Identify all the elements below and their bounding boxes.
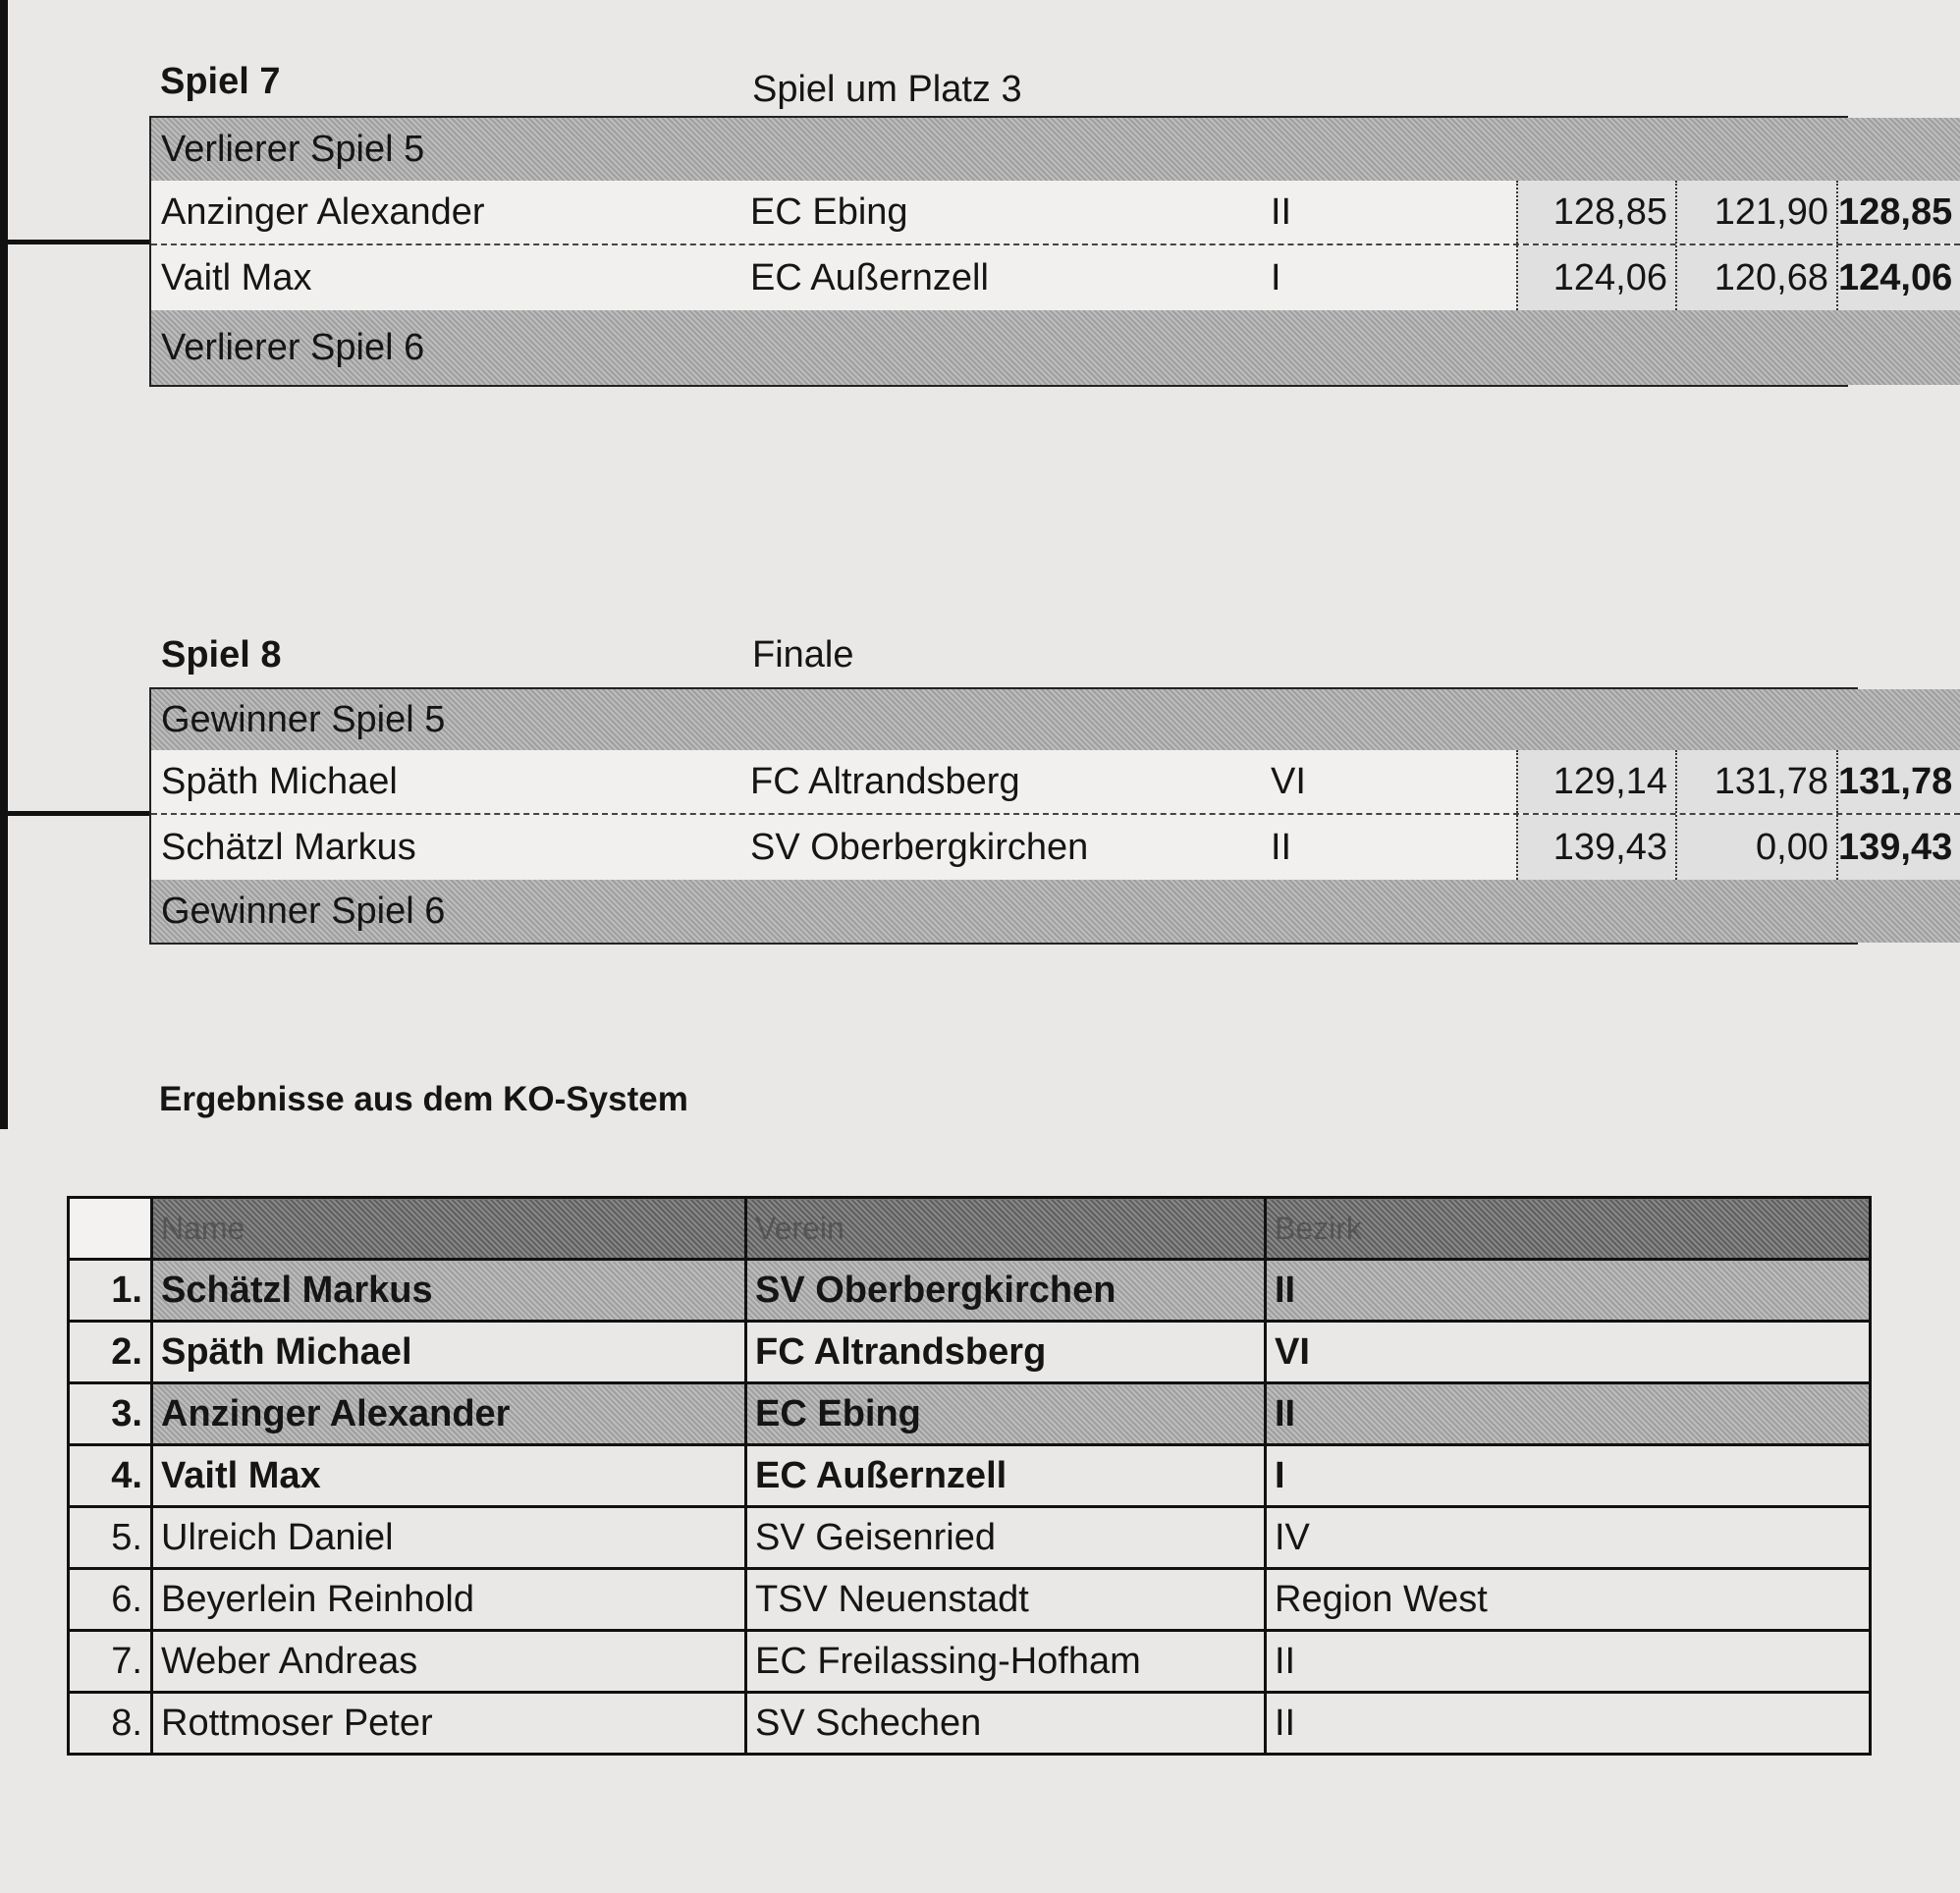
name-cell: Vaitl Max <box>152 1445 746 1507</box>
name-cell: Schätzl Markus <box>152 1260 746 1322</box>
col-header-name: Name <box>152 1198 746 1260</box>
club-cell: SV Schechen <box>746 1693 1266 1755</box>
player-district: I <box>1271 256 1281 298</box>
player-score2: 120,68 <box>1677 245 1838 310</box>
spiel7-title: Spiel 7 <box>160 61 281 102</box>
rank-cell: 2. <box>69 1322 152 1383</box>
player-club: EC Außernzell <box>750 256 989 298</box>
district-cell: IV <box>1266 1507 1871 1569</box>
player-best: 131,78 <box>1838 750 1960 813</box>
rank-cell: 7. <box>69 1631 152 1693</box>
spiel7-top-label: Verlierer Spiel 5 <box>161 128 425 170</box>
rank-cell: 3. <box>69 1383 152 1445</box>
rank-cell: 6. <box>69 1569 152 1631</box>
name-cell: Ulreich Daniel <box>152 1507 746 1569</box>
results-header-row <box>69 1198 1871 1260</box>
spiel8-top-label: Gewinner Spiel 5 <box>161 698 446 740</box>
name-cell: Rottmoser Peter <box>152 1693 746 1755</box>
spiel8-subtitle: Finale <box>752 634 854 676</box>
spiel7-match-box <box>149 116 1953 387</box>
spiel7-bottom-label: Verlierer Spiel 6 <box>161 326 425 368</box>
district-cell: VI <box>1266 1322 1871 1383</box>
club-cell: EC Ebing <box>746 1383 1266 1445</box>
spiel8-title: Spiel 8 <box>161 634 282 676</box>
player-club: SV Oberbergkirchen <box>750 826 1089 868</box>
name-cell: Späth Michael <box>152 1322 746 1383</box>
table-row <box>69 1631 1871 1693</box>
player-name: Späth Michael <box>161 760 398 802</box>
rank-cell: 4. <box>69 1445 152 1507</box>
table-row <box>69 1383 1871 1445</box>
table-row <box>69 1693 1871 1755</box>
club-cell: TSV Neuenstadt <box>746 1569 1266 1631</box>
spiel7-player-row <box>151 245 1960 310</box>
district-cell: I <box>1266 1445 1871 1507</box>
district-cell: II <box>1266 1383 1871 1445</box>
spiel7-top-bar <box>151 118 1960 181</box>
district-cell: Region West <box>1266 1569 1871 1631</box>
col-header-club: Verein <box>746 1198 1266 1260</box>
spiel8-bottom-bar <box>151 880 1960 943</box>
name-cell: Beyerlein Reinhold <box>152 1569 746 1631</box>
district-cell: II <box>1266 1260 1871 1322</box>
rank-cell: 8. <box>69 1693 152 1755</box>
district-cell: II <box>1266 1631 1871 1693</box>
player-district: II <box>1271 826 1292 868</box>
spiel8-match-box <box>149 687 1953 945</box>
player-score2: 121,90 <box>1677 181 1838 243</box>
player-club: FC Altrandsberg <box>750 760 1020 802</box>
player-best: 128,85 <box>1838 181 1960 243</box>
rank-cell: 5. <box>69 1507 152 1569</box>
rank-cell: 1. <box>69 1260 152 1322</box>
club-cell: SV Oberbergkirchen <box>746 1260 1266 1322</box>
table-row <box>69 1260 1871 1322</box>
player-name: Vaitl Max <box>161 256 312 298</box>
results-table <box>67 1196 1872 1756</box>
spiel7-bottom-bar <box>151 310 1960 385</box>
player-club: EC Ebing <box>750 190 908 233</box>
spiel7-subtitle: Spiel um Platz 3 <box>752 69 1022 110</box>
spiel8-bottom-label: Gewinner Spiel 6 <box>161 890 446 932</box>
spiel8-top-bar <box>151 689 1960 750</box>
player-name: Schätzl Markus <box>161 826 416 868</box>
player-score1: 129,14 <box>1516 750 1677 813</box>
col-header-district: Bezirk <box>1266 1198 1871 1260</box>
player-score1: 124,06 <box>1516 245 1677 310</box>
club-cell: EC Freilassing-Hofham <box>746 1631 1266 1693</box>
table-row <box>69 1322 1871 1383</box>
table-row <box>69 1507 1871 1569</box>
club-cell: SV Geisenried <box>746 1507 1266 1569</box>
spiel7-player-row <box>151 181 1960 245</box>
player-best: 124,06 <box>1838 245 1960 310</box>
table-row <box>69 1569 1871 1631</box>
results-heading: Ergebnisse aus dem KO-System <box>159 1080 688 1118</box>
club-cell: EC Außernzell <box>746 1445 1266 1507</box>
name-cell: Anzinger Alexander <box>152 1383 746 1445</box>
district-cell: II <box>1266 1693 1871 1755</box>
bracket-line-vertical <box>0 0 8 1129</box>
player-best: 139,43 <box>1838 815 1960 880</box>
player-score1: 128,85 <box>1516 181 1677 243</box>
club-cell: FC Altrandsberg <box>746 1322 1266 1383</box>
spiel8-player-row <box>151 815 1960 880</box>
rank-header <box>69 1198 152 1260</box>
bracket-line-spiel8 <box>0 811 153 816</box>
bracket-line-spiel7 <box>0 240 153 244</box>
player-district: VI <box>1271 760 1306 802</box>
name-cell: Weber Andreas <box>152 1631 746 1693</box>
player-score2: 0,00 <box>1677 815 1838 880</box>
table-row <box>69 1445 1871 1507</box>
player-score2: 131,78 <box>1677 750 1838 813</box>
player-score1: 139,43 <box>1516 815 1677 880</box>
player-district: II <box>1271 190 1292 233</box>
spiel8-player-row <box>151 750 1960 815</box>
player-name: Anzinger Alexander <box>161 190 485 233</box>
